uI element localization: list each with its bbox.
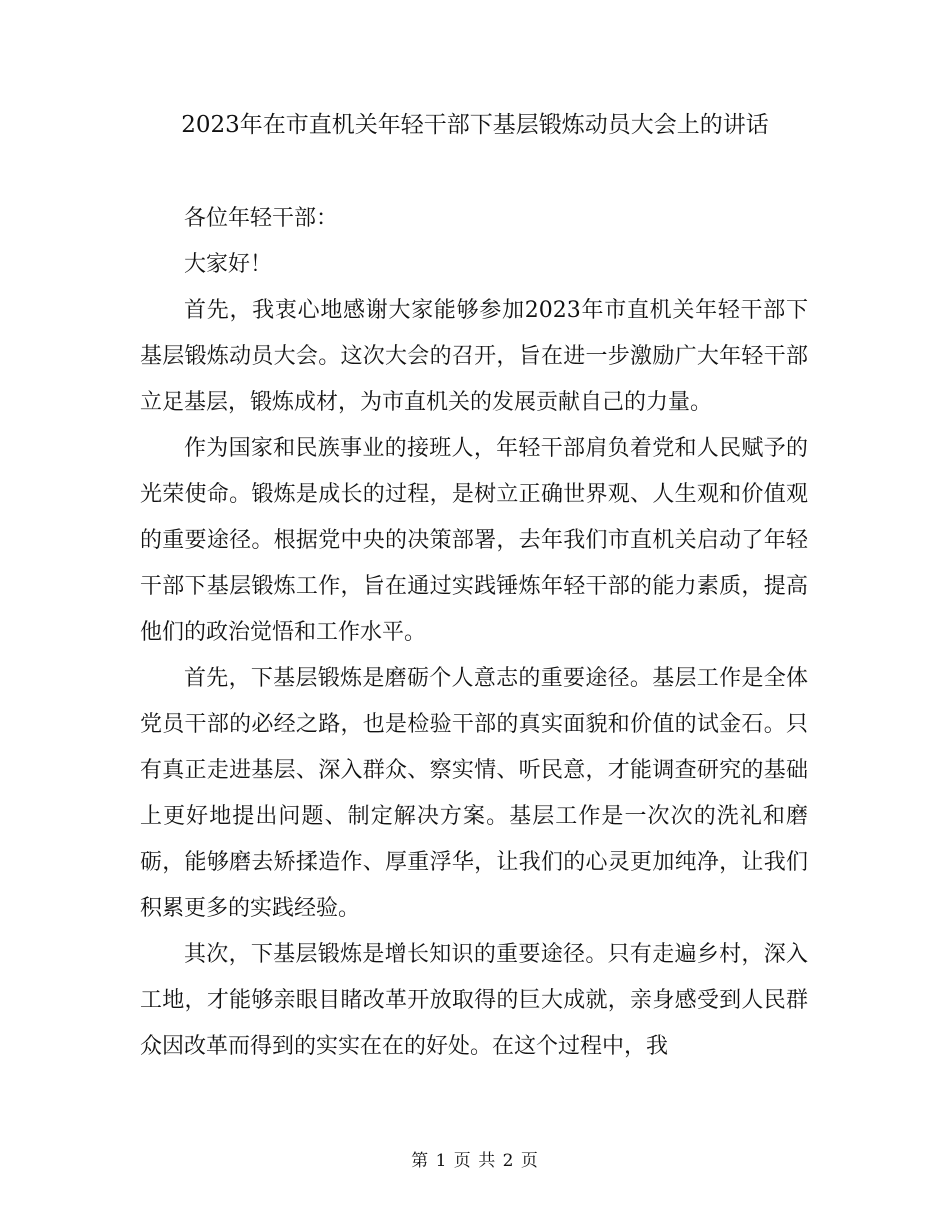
document-title: 2023年在市直机关年轻干部下基层锻炼动员大会上的讲话 [181, 112, 769, 138]
paragraph: 首先，下基层锻炼是磨砺个人意志的重要途径。基层工作是全体党员干部的必经之路，也是检验干部的真实面貌和价值的试金石。只有真正走进基层、深入群众、察实情、听民意，才能调查研究的基础上更好地提出问题、制定解决方案。基层工作是一次次的洗礼和磨砺，能够磨去矫揉造作、厚重浮华，让我们的心灵更加纯净，让我们积累更多的实践经验。 [140, 666, 808, 921]
page-number-footer: 第 1 页 共 2 页 [411, 1151, 539, 1171]
document-body [140, 196, 808, 1070]
paragraph: 首先，我衷心地感谢大家能够参加2023年市直机关年轻干部下基层锻炼动员大会。这次大会的召开，旨在进一步激励广大年轻干部立足基层，锻炼成材，为市直机关的发展贡献自己的力量。 [140, 298, 808, 415]
salutation: 各位年轻干部： [184, 206, 339, 231]
greeting: 大家好！ [184, 252, 273, 277]
paragraph: 其次，下基层锻炼是增长知识的重要途径。只有走遍乡村，深入工地，才能够亲眼目睹改革开放取得的巨大成就，亲身感受到人民群众因改革而得到的实实在在的好处。在这个过程中，我 [140, 942, 808, 1059]
paragraph: 作为国家和民族事业的接班人，年轻干部肩负着党和人民赋予的光荣使命。锻炼是成长的过程，是树立正确世界观、人生观和价值观的重要途径。根据党中央的决策部署，去年我们市直机关启动了年轻干部下基层锻炼工作，旨在通过实践锤炼年轻干部的能力素质，提高他们的政治觉悟和工作水平。 [140, 436, 808, 645]
